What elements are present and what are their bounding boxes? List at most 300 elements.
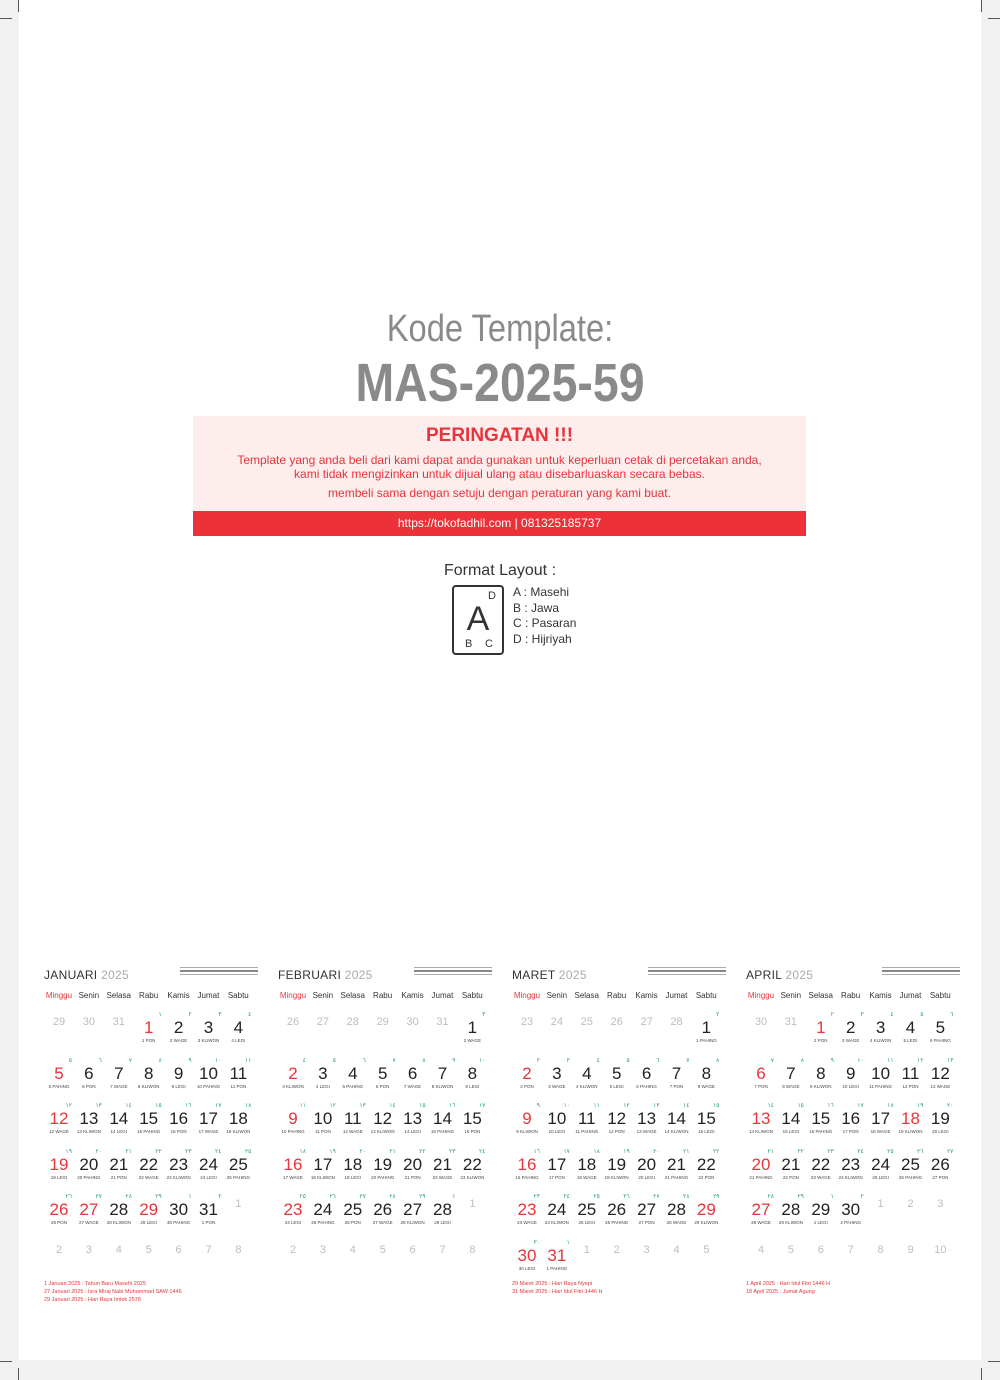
day-pasaran: 24 LEGI	[200, 1174, 217, 1180]
day-pasaran: 9 KLIWON	[516, 1129, 538, 1135]
day-pasaran: 2 PON	[814, 1038, 828, 1043]
day-hijri: ١٨	[299, 1148, 306, 1155]
warning-title: PERINGATAN !!!	[425, 425, 574, 446]
month-year: 2025	[558, 968, 587, 982]
day-hijri: ١٣	[653, 1103, 660, 1110]
month-header	[512, 966, 726, 982]
day-pasaran: 24 KLIWON	[544, 1220, 569, 1226]
day-pasaran: 29 LEGI	[434, 1220, 451, 1226]
day-number: 5	[611, 1063, 622, 1083]
day-pasaran: 9 KLIWON	[810, 1083, 832, 1089]
day-pasaran: 1 PON	[141, 1038, 156, 1043]
day-cell	[836, 1056, 866, 1101]
day-number: 29	[139, 1200, 159, 1220]
day-number: 6	[407, 1063, 418, 1083]
day-number: 7	[114, 1063, 124, 1083]
day-pasaran: 24 KLIWON	[838, 1174, 863, 1180]
day-hijri: ١٩	[917, 1103, 924, 1110]
day-hijri: ٨	[422, 1057, 426, 1064]
day-cell	[602, 1010, 632, 1055]
day-hijri: ١٧	[857, 1103, 864, 1110]
format-b: B	[465, 638, 473, 650]
weekday-label: Rabu	[373, 991, 393, 1000]
day-cell	[398, 1101, 428, 1146]
day-number: 11	[229, 1063, 248, 1083]
day-hijri: ١١	[887, 1057, 894, 1064]
day-number: 2	[522, 1063, 532, 1083]
day-pasaran: 22 WAGE	[432, 1174, 453, 1180]
day-cell	[44, 1101, 74, 1146]
day-cell	[44, 1056, 74, 1101]
day-pasaran: 28 WAGE	[666, 1220, 687, 1226]
day-hijri: ١٥	[155, 1103, 162, 1110]
day-pasaran: 17 WAGE	[198, 1129, 219, 1135]
day-number: 9	[522, 1109, 532, 1129]
weekday-label: Kamis	[635, 991, 658, 1000]
weekday-label: Sabtu	[461, 991, 483, 1000]
day-number: 4	[233, 1018, 244, 1037]
day-number: 22	[811, 1154, 831, 1174]
day-pasaran: 28 KLIWON	[400, 1220, 425, 1226]
day-hijri: ٢٣	[185, 1148, 192, 1155]
weekday-label: Sabtu	[227, 991, 249, 1000]
day-number: 18	[901, 1109, 920, 1129]
day-number: 28	[667, 1200, 686, 1220]
day-cell	[457, 1147, 487, 1192]
warning-text-agree: membeli sama dengan setuju dengan peraturan yang kami buat.	[328, 486, 671, 500]
day-number: 1	[467, 1018, 478, 1037]
day-pasaran: 17 WAGE	[283, 1174, 303, 1180]
day-hijri: ٢٩	[797, 1194, 804, 1201]
day-cell	[223, 1192, 253, 1237]
day-hijri: ٢٨	[389, 1194, 396, 1201]
holiday-list	[746, 1280, 830, 1296]
day-hijri: ٢٨	[767, 1194, 774, 1201]
day-number: 12	[373, 1109, 393, 1129]
weekday-label: Kamis	[869, 991, 892, 1000]
day-pasaran: 14 LEGI	[110, 1129, 128, 1135]
calendar-month	[278, 966, 492, 1288]
day-cell	[428, 1101, 458, 1146]
day-number: 5	[54, 1063, 64, 1083]
day-hijri: ٩	[536, 1103, 540, 1110]
day-hijri: ٢٩	[155, 1194, 162, 1201]
day-number: 9	[845, 1063, 856, 1083]
day-number: 29	[696, 1200, 716, 1220]
day-hijri: ١٦	[827, 1103, 834, 1110]
day-cell	[632, 1192, 662, 1237]
day-hijri: ١٣	[95, 1103, 102, 1110]
day-number: 21	[781, 1154, 801, 1174]
day-number: 15	[462, 1109, 482, 1129]
day-number: 1	[235, 1198, 242, 1211]
day-cell	[223, 1010, 253, 1055]
month-name	[278, 968, 373, 982]
day-pasaran: 22 PON	[782, 1174, 799, 1180]
month-jawa-lines	[648, 967, 726, 977]
month-jawa-lines	[882, 967, 960, 977]
day-pasaran: 11 PON	[315, 1129, 331, 1135]
day-cell	[74, 1238, 104, 1283]
day-number: 22	[462, 1154, 482, 1174]
holiday-item: 29 Januari 2025 : Hari Raya Imlek 2576	[44, 1297, 141, 1303]
day-hijri: ٧	[128, 1057, 132, 1064]
day-hijri: ٦	[950, 1012, 954, 1018]
day-hijri: ٢٢	[712, 1148, 720, 1155]
day-hijri: ٣	[860, 1012, 864, 1018]
day-number: 12	[930, 1063, 950, 1083]
day-cell	[278, 1056, 308, 1101]
day-number: 1	[816, 1018, 826, 1037]
day-number: 12	[607, 1109, 627, 1129]
day-hijri: ١٠	[478, 1057, 486, 1064]
day-cell	[836, 1010, 866, 1055]
day-grid	[278, 1010, 492, 1288]
weekday-label: Minggu	[747, 991, 775, 1000]
day-hijri: ٥	[626, 1057, 630, 1064]
day-cell	[866, 1010, 896, 1055]
weekday-label: Kamis	[167, 991, 190, 1000]
day-cell	[278, 1192, 308, 1237]
day-cell	[602, 1147, 632, 1192]
day-cell	[691, 1147, 721, 1192]
day-cell	[194, 1056, 224, 1101]
day-cell	[368, 1238, 398, 1283]
day-number: 20	[403, 1154, 423, 1174]
day-cell	[44, 1238, 74, 1283]
day-cell	[691, 1010, 721, 1055]
day-pasaran: 4 LEGI	[231, 1038, 246, 1043]
calendar-month	[746, 966, 960, 1288]
day-number: 27	[751, 1200, 771, 1220]
day-hijri: ٢٦	[917, 1148, 924, 1155]
weekday-label: Jumat	[899, 991, 922, 1000]
day-number: 7	[437, 1063, 448, 1083]
day-number: 5	[935, 1018, 946, 1037]
day-cell	[338, 1192, 368, 1237]
day-cell	[223, 1147, 253, 1192]
day-pasaran: 5 LEGI	[903, 1038, 918, 1043]
day-cell	[662, 1056, 692, 1101]
day-number: 29	[811, 1200, 831, 1220]
day-cell	[866, 1101, 896, 1146]
day-pasaran: 1 PAHING	[696, 1038, 717, 1043]
day-pasaran: 17 PON	[548, 1174, 565, 1180]
day-pasaran: 14 LEGI	[404, 1129, 421, 1135]
weekday-label: Selasa	[808, 991, 833, 1000]
crop-mark	[988, 1361, 1000, 1362]
day-number: 28	[346, 1016, 359, 1028]
day-number: 7	[847, 1244, 854, 1256]
day-number: 11	[577, 1109, 596, 1129]
day-number: 4	[757, 1244, 765, 1256]
calendar-month	[512, 966, 726, 1288]
day-hijri: ٩	[188, 1057, 192, 1064]
day-cell	[632, 1056, 662, 1101]
day-number: 5	[377, 1063, 388, 1083]
day-hijri: ١٢	[623, 1103, 630, 1110]
month-title: JANUARI	[44, 968, 102, 982]
day-number: 31	[547, 1246, 567, 1265]
day-cell	[194, 1192, 224, 1237]
day-pasaran: 20 PAHING	[77, 1174, 101, 1180]
day-cell	[338, 1101, 368, 1146]
day-hijri: ١٣	[359, 1103, 366, 1110]
day-hijri: ١٥	[419, 1103, 426, 1110]
day-number: 8	[143, 1063, 154, 1083]
day-number: 27	[403, 1200, 423, 1220]
weekday-label: Jumat	[431, 991, 454, 1000]
day-pasaran: 30 PAHING	[167, 1220, 191, 1226]
day-number: 21	[109, 1154, 129, 1174]
day-pasaran: 7 WAGE	[110, 1083, 128, 1089]
day-pasaran: 11 PAHING	[575, 1129, 599, 1135]
day-cell	[776, 1056, 806, 1101]
month-name	[512, 968, 587, 982]
day-pasaran: 9 LEGI	[465, 1083, 480, 1089]
day-cell	[368, 1056, 398, 1101]
day-pasaran: 6 PON	[375, 1083, 390, 1089]
day-number: 13	[751, 1109, 771, 1129]
day-number: 18	[577, 1154, 597, 1174]
day-pasaran: 26 PON	[50, 1220, 67, 1226]
day-cell	[398, 1010, 428, 1055]
day-number: 6	[641, 1063, 652, 1083]
day-number: 20	[751, 1154, 771, 1174]
day-cell	[338, 1010, 368, 1055]
day-cell	[512, 1056, 542, 1101]
day-number: 19	[373, 1154, 393, 1174]
day-cell	[278, 1010, 308, 1055]
day-number: 16	[517, 1154, 537, 1174]
day-number: 9	[173, 1063, 184, 1083]
day-hijri: ١٩	[623, 1148, 630, 1155]
day-pasaran: 2 PAHING	[840, 1220, 862, 1226]
day-number: 27	[637, 1200, 657, 1220]
day-cell	[368, 1101, 398, 1146]
day-pasaran: 29 KLIWON	[778, 1220, 803, 1226]
day-number: 28	[670, 1016, 683, 1028]
day-cell	[512, 1147, 542, 1192]
crop-mark	[18, 0, 19, 12]
jawa-line	[648, 967, 726, 968]
day-cell	[925, 1238, 955, 1283]
day-hijri: ١١	[299, 1103, 306, 1110]
day-cell	[925, 1147, 955, 1192]
weekday-label: Selasa	[574, 991, 599, 1000]
day-number: 17	[871, 1109, 891, 1129]
weekday-label: Sabtu	[695, 991, 717, 1000]
day-hijri: ١٧	[478, 1103, 486, 1110]
day-number: 3	[203, 1018, 214, 1037]
day-number: 12	[49, 1109, 69, 1129]
day-number: 22	[139, 1154, 159, 1174]
day-number: 25	[901, 1154, 920, 1174]
day-cell	[896, 1238, 926, 1283]
day-hijri: ١٤	[125, 1103, 132, 1110]
day-pasaran: 19 KLIWON	[604, 1174, 629, 1180]
day-cell	[746, 1147, 776, 1192]
day-cell	[194, 1010, 224, 1055]
day-number: 11	[901, 1063, 920, 1083]
day-number: 22	[696, 1154, 716, 1174]
holiday-item: 1 Januari 2025 : Tahun Baru Masehi 2025	[44, 1281, 147, 1287]
day-pasaran: 10 PAHING	[281, 1129, 305, 1135]
day-hijri: ٢٩	[419, 1194, 426, 1201]
crop-mark	[988, 18, 1000, 19]
day-number: 13	[403, 1109, 423, 1129]
day-pasaran: 2 WAGE	[169, 1038, 188, 1043]
day-number: 1	[877, 1198, 884, 1211]
day-pasaran: 14 KLIWON	[664, 1129, 689, 1135]
day-number: 23	[169, 1154, 189, 1174]
day-hijri: ١٨	[244, 1103, 252, 1110]
day-hijri: ١	[830, 1194, 834, 1201]
day-number: 17	[547, 1154, 567, 1174]
day-hijri: ١٩	[65, 1148, 72, 1155]
day-cell	[572, 1238, 602, 1283]
day-number: 13	[637, 1109, 657, 1129]
day-pasaran: 25 LEGI	[578, 1220, 596, 1226]
day-number: 4	[349, 1244, 356, 1256]
crop-mark	[0, 18, 12, 19]
day-hijri: ٢٨	[125, 1194, 132, 1201]
day-pasaran: 9 LEGI	[171, 1083, 186, 1089]
day-pasaran: 5 PAHING	[48, 1083, 70, 1089]
holiday-item: 18 April 2025 : Jumat Agung	[746, 1289, 815, 1295]
jawa-line	[648, 974, 726, 975]
day-number: 5	[787, 1244, 794, 1256]
day-pasaran: 30 LEGI	[518, 1266, 536, 1271]
day-number: 5	[145, 1244, 152, 1256]
day-hijri: ٨	[800, 1057, 804, 1064]
day-number: 4	[582, 1063, 592, 1083]
day-cell	[746, 1192, 776, 1237]
day-cell	[164, 1010, 194, 1055]
day-number: 2	[613, 1244, 620, 1256]
day-pasaran: 11 PAHING	[869, 1083, 893, 1089]
day-hijri: ٢٧	[359, 1194, 366, 1201]
day-cell	[104, 1101, 134, 1146]
day-cell	[662, 1238, 692, 1283]
jawa-line	[180, 970, 258, 972]
jawa-line	[882, 970, 960, 972]
weekday-label: Senin	[546, 991, 568, 1000]
day-pasaran: 25 LEGI	[872, 1174, 889, 1180]
day-pasaran: 16 PAHING	[515, 1174, 539, 1180]
weekday-label: Senin	[312, 991, 334, 1000]
holiday-list	[44, 1280, 182, 1304]
day-number: 26	[930, 1154, 950, 1174]
day-pasaran: 25 PAHING	[226, 1174, 250, 1180]
day-number: 14	[667, 1109, 686, 1129]
format-legend	[513, 585, 576, 647]
day-pasaran: 29 KLIWON	[694, 1220, 719, 1226]
day-number: 20	[637, 1154, 657, 1174]
month-header	[746, 966, 960, 982]
day-number: 15	[696, 1109, 716, 1129]
day-pasaran: 23 WAGE	[517, 1220, 537, 1226]
day-number: 2	[289, 1244, 297, 1256]
weekday-row	[44, 991, 258, 1000]
weekday-label: Selasa	[106, 991, 131, 1000]
day-cell	[512, 1192, 542, 1237]
day-cell	[836, 1238, 866, 1283]
format-title: Format Layout :	[443, 562, 557, 579]
day-cell	[632, 1147, 662, 1192]
day-number: 20	[79, 1154, 99, 1174]
day-pasaran: 1 LEGI	[813, 1220, 828, 1226]
day-pasaran: 15 PAHING	[137, 1129, 161, 1135]
day-pasaran: 15 LEGI	[782, 1129, 800, 1135]
day-hijri: ٣٠	[533, 1240, 540, 1246]
day-number: 10	[871, 1063, 891, 1083]
day-number: 31	[112, 1016, 125, 1028]
day-pasaran: 3 KLIWON	[282, 1083, 304, 1089]
month-title: FEBRUARI	[278, 968, 345, 982]
day-hijri: ٧	[392, 1057, 396, 1064]
format-legend-item: A : Masehi	[513, 585, 570, 599]
day-number: 27	[640, 1016, 653, 1028]
day-cell	[691, 1056, 721, 1101]
day-cell	[278, 1147, 308, 1192]
day-hijri: ٣	[566, 1057, 570, 1064]
day-cell	[806, 1056, 836, 1101]
day-hijri: ٢١	[767, 1148, 774, 1155]
day-pasaran: 13 KLIWON	[76, 1129, 101, 1135]
day-cell	[134, 1101, 164, 1146]
day-number: 9	[288, 1109, 298, 1129]
day-number: 25	[228, 1154, 248, 1174]
day-hijri: ٢٧	[95, 1194, 102, 1201]
day-cell	[896, 1192, 926, 1237]
day-cell	[308, 1147, 338, 1192]
day-cell	[542, 1192, 572, 1237]
contact-bar: https://tokofadhil.com | 081325185737	[193, 511, 806, 536]
day-hijri: ٢٤	[478, 1148, 486, 1155]
month-title: APRIL	[746, 968, 786, 982]
day-number: 14	[433, 1109, 452, 1129]
day-cell	[104, 1238, 134, 1283]
day-number: 24	[199, 1154, 218, 1174]
day-pasaran: 8 WAGE	[782, 1083, 800, 1089]
day-pasaran: 10 PAHING	[196, 1083, 221, 1089]
format-a: A	[466, 600, 490, 638]
day-hijri: ٢	[218, 1194, 222, 1201]
day-cell	[806, 1101, 836, 1146]
month-title: MARET	[512, 968, 559, 982]
crop-mark	[981, 0, 982, 12]
day-cell	[338, 1056, 368, 1101]
day-cell	[602, 1056, 632, 1101]
day-number: 6	[84, 1063, 94, 1083]
day-pasaran: 8 KLIWON	[431, 1083, 454, 1089]
day-pasaran: 23 WAGE	[810, 1174, 831, 1180]
day-pasaran: 26 PON	[344, 1220, 361, 1226]
day-hijri: ٧	[686, 1057, 690, 1064]
day-cell	[806, 1010, 836, 1055]
day-hijri: ١٢	[329, 1103, 336, 1110]
day-number: 17	[313, 1154, 333, 1174]
day-pasaran: 13 WAGE	[930, 1083, 951, 1089]
day-number: 29	[376, 1016, 389, 1028]
day-cell	[512, 1101, 542, 1146]
month-year: 2025	[101, 968, 129, 982]
day-pasaran: 12 WAGE	[49, 1129, 69, 1135]
day-number: 9	[907, 1244, 914, 1256]
day-pasaran: 12 PON	[608, 1129, 625, 1135]
day-cell	[572, 1192, 602, 1237]
